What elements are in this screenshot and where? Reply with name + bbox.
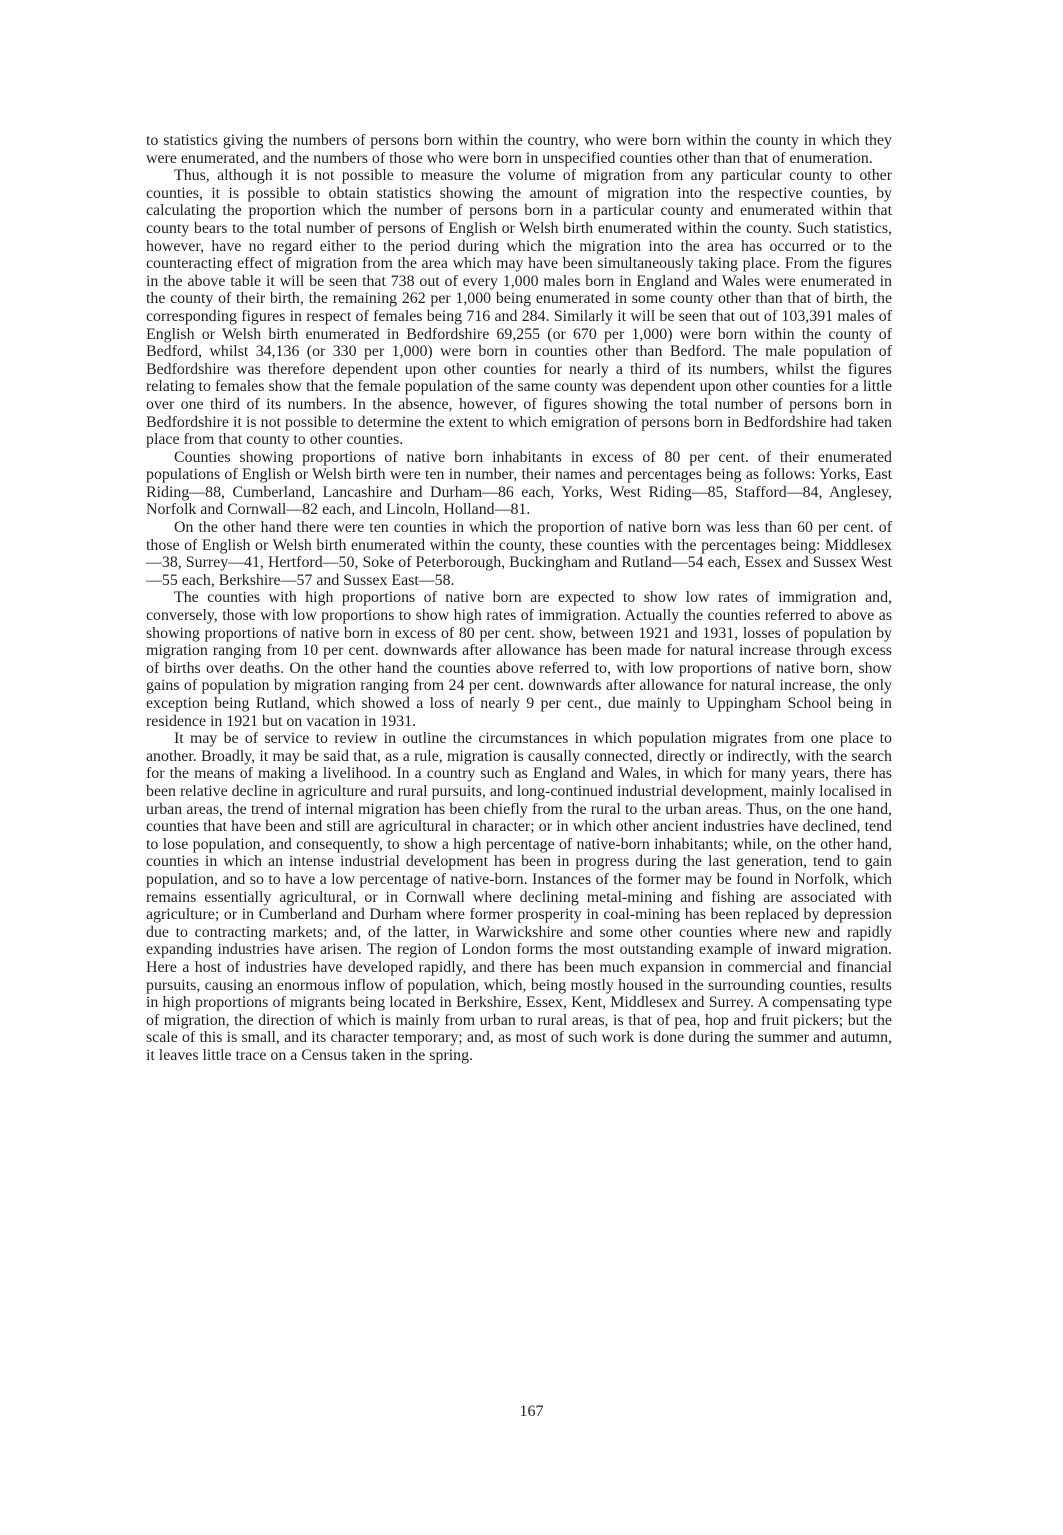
paragraph-immigration-rates: The counties with high proportions of native born are expected to show low rates of immigration and, conversely, those with low proportions to show high rates of immigration. Actually the counties referred to above as showing proportions of native born in excess of 80 per cent. show, between 1921 and 1931, losses of population by migration ranging from 10 per cent. downwards after allowance has been made for natural increase through excess of births over deaths. On the other hand the counties above referred to, with low proportions of native born, show gains of population by migration ranging from 24 per cent. downwards after allowance for natural increase, the only exception being Rutland, which showed a loss of nearly 9 per cent., due mainly to Uppingham School being in residence in 1921 but on vacation in 1931. bbox=[146, 589, 892, 730]
paragraph-migration-statistics: Thus, although it is not possible to measure the volume of migration from any particular county to other counties, it is possible to obtain statistics showing the amount of migration into the respective counties, by calculating the proportion which the number of persons born in a particular county and enumerated within that county bears to the total number of persons of English or Welsh birth enumerated within the county. Such statistics, however, have no regard either to the period during which the migration into the area has occurred or to the counteracting effect of migration from the area which may have been simultaneously taking place. From the figures in the above table it will be seen that 738 out of every 1,000 males born in England and Wales were enumerated in the county of their birth, the remaining 262 per 1,000 being enumerated in some county other than that of birth, the corresponding figures in respect of females being 716 and 284. Similarly it will be seen that out of 103,391 males of English or Welsh birth enumerated in Bedfordshire 69,255 (or 670 per 1,000) were born within the county of Bedford, whilst 34,136 (or 330 per 1,000) were born in counties other than Bedford. The male population of Bedfordshire was therefore dependent upon other counties for nearly a third of its numbers, whilst the figures relating to females show that the female population of the same county was dependent upon other counties for a little over one third of its numbers. In the absence, however, of figures showing the total number of persons born in Bedfordshire it is not possible to determine the extent to which emigration of persons born in Bedfordshire had taken place from that county to other counties. bbox=[146, 167, 892, 449]
paragraph-migration-circumstances: It may be of service to review in outline the circumstances in which population migrates from one place to another. Broadly, it may be said that, as a rule, migration is causally connected, directly or indirectly, with the search for the means of making a livelihood. In a country such as England and Wales, in which for many years, there has been relative decline in agriculture and rural pursuits, and long-continued industrial development, mainly localised in urban areas, the trend of internal migration has been chiefly from the rural to the urban areas. Thus, on the one hand, counties that have been and still are agricultural in character; or in which other ancient industries have declined, tend to lose population, and consequently, to show a high percentage of native-born inhabitants; while, on the other hand, counties in which an intense industrial development has been in progress during the last generation, tend to gain population, and so to have a low percentage of native-born. Instances of the former may be found in Norfolk, which remains essentially agricultural, or in Cornwall where declining metal-mining and fishing are associated with agriculture; or in Cumberland and Durham where former prosperity in coal-mining has been replaced by depression due to contracting markets; and, of the latter, in Warwickshire and some other counties where new and rapidly expanding industries have arisen. The region of London forms the most outstanding example of inward migration. Here a host of industries have developed rapidly, and there has been much expansion in commercial and financial pursuits, causing an enormous inflow of population, which, being mostly housed in the surrounding counties, results in high proportions of migrants being located in Berkshire, Essex, Kent, Middlesex and Surrey. A compensating type of migration, the direction of which is mainly from urban to rural areas, is that of pea, hop and fruit pickers; but the scale of this is small, and its character temporary; and, as most of such work is done during the summer and autumn, it leaves little trace on a Census taken in the spring. bbox=[146, 730, 892, 1064]
page-body bbox=[146, 132, 892, 1064]
page-number: 167 bbox=[519, 1403, 544, 1420]
paragraph-continuation: to statistics giving the numbers of persons born within the country, who were born within the county in which they were enumerated, and the numbers of those who were born in unspecified counties other than that of enumeration. bbox=[146, 132, 892, 167]
paragraph-low-native-born: On the other hand there were ten counties in which the proportion of native born was less than 60 per cent. of those of English or Welsh birth enumerated within the county, these counties with the percentages being: Middlesex—38, Surrey—41, Hertford—50, Soke of Peterborough, Buckingham and Rutland—54 each, Essex and Sussex West—55 each, Berkshire—57 and Sussex East—58. bbox=[146, 519, 892, 589]
paragraph-high-native-born: Counties showing proportions of native born inhabitants in excess of 80 per cent. of their enumerated populations of English or Welsh birth were ten in number, their names and percentages being as follows: Yorks, East Riding—88, Cumberland, Lancashire and Durham—86 each, Yorks, West Riding—85, Stafford—84, Anglesey, Norfolk and Cornwall—82 each, and Lincoln, Holland—81. bbox=[146, 448, 892, 519]
